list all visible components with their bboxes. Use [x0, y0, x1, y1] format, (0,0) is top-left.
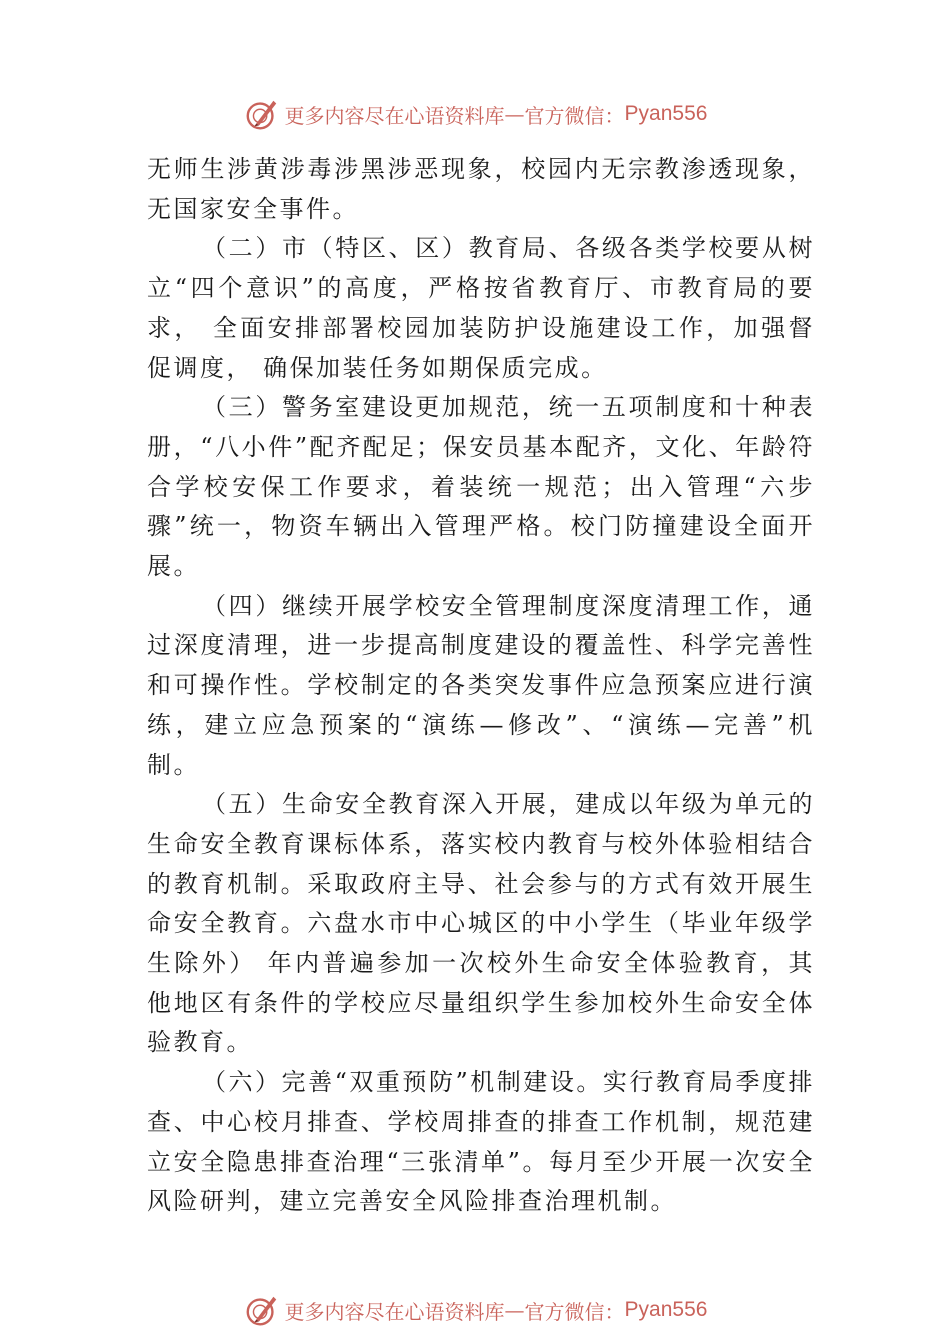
footer-banner-suffix: 官方微信：: [524, 1299, 625, 1324]
paragraph-section-4: （四）继续开展学校安全管理制度深度清理工作，通过深度清理，进一步提高制度建设的覆盖性、科学完善性和可操作性。学校制定的各类突发事件应急预案应进行演练，建立应急预案的“演练—修改”、“演练—完善”机制。: [147, 591, 815, 779]
header-banner-handle: Pyan556: [624, 102, 708, 125]
header-watermark-banner: [0, 94, 950, 134]
header-banner-separator: —: [504, 102, 525, 126]
footer-watermark-banner: [0, 1290, 950, 1330]
header-banner-title: 更多内容尽在心语资料库: [284, 103, 505, 128]
footer-banner-separator: —: [504, 1298, 525, 1322]
document-body: [147, 150, 815, 1222]
brush-logo-icon: [243, 95, 281, 133]
brush-logo-icon: [243, 1291, 281, 1329]
paragraph-continuation: 无师生涉黄涉毒涉黑涉恶现象，校园内无宗教渗透现象，无国家安全事件。: [147, 155, 815, 223]
paragraph-section-3: （三）警务室建设更加规范，统一五项制度和十种表册，“八小件”配齐配足；保安员基本配齐，文化、年龄符合学校安保工作要求，着装统一规范；出入管理“六步骤”统一，物资车辆出入管理严格。校门防撞建设全面开展。: [147, 393, 815, 581]
header-banner-suffix: 官方微信：: [524, 103, 625, 128]
footer-banner-title: 更多内容尽在心语资料库: [284, 1299, 505, 1324]
paragraph-section-6: （六）完善“双重预防”机制建设。实行教育局季度排查、中心校月排查、学校周排查的排查工作机制，规范建立安全隐患排查治理“三张清单”。每月至少开展一次安全风险研判，建立完善安全风险排查治理机制。: [147, 1068, 815, 1216]
footer-banner-handle: Pyan556: [624, 1298, 708, 1321]
paragraph-section-5: （五）生命安全教育深入开展，建成以年级为单元的生命安全教育课标体系，落实校内教育与校外体验相结合的教育机制。采取政府主导、社会参与的方式有效开展生命安全教育。六盘水市中心城区的中小学生（毕业年级学生除外） 年内普遍参加一次校外生命安全体验教育，其他地区有条件的学校应尽量组织学生参加校外生命安全体验教育。: [147, 790, 815, 1057]
paragraph-section-2: （二）市（特区、区）教育局、各级各类学校要从树立“四个意识”的高度，严格按省教育厅、市教育局的要求， 全面安排部署校园加装防护设施建设工作，加强督促调度， 确保加装任务如期保质完成。: [147, 234, 815, 382]
